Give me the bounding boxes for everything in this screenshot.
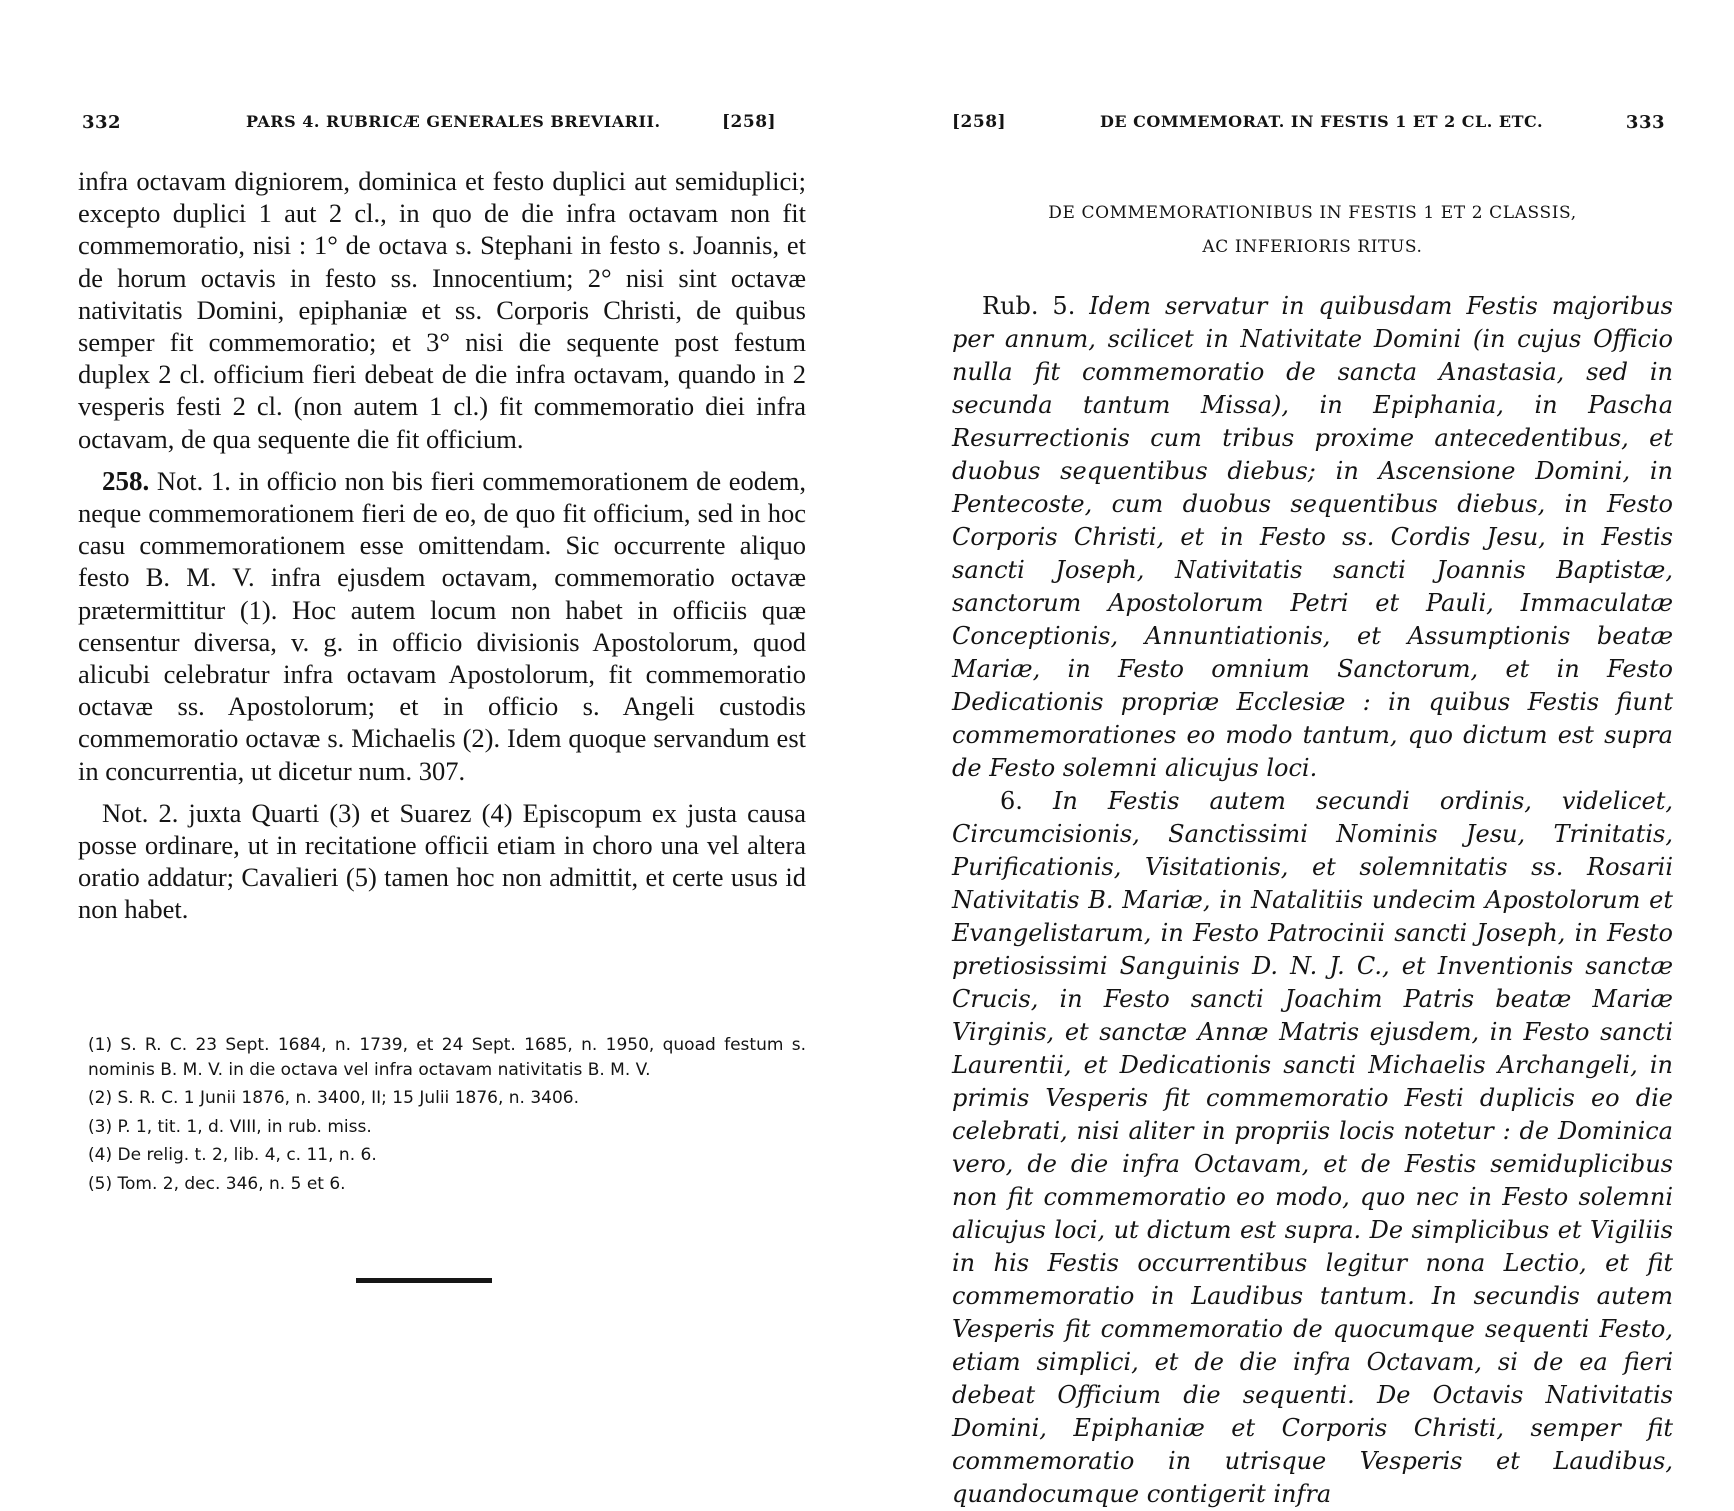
section-heading-line: DE COMMEMORATIONIBUS IN FESTIS 1 ET 2 CLASSIS, <box>1048 203 1577 223</box>
right-page-number: 333 <box>1625 112 1665 133</box>
left-section-ref: [258] <box>722 112 777 132</box>
footnote: (3) P. 1, tit. 1, d. VIII, in rub. miss. <box>88 1116 372 1137</box>
footnotes <box>88 1033 806 1200</box>
footnote: (2) S. R. C. 1 Junii 1876, n. 3400, II; 15 Julii 1876, n. 3406. <box>88 1088 580 1108</box>
paragraph <box>952 785 1673 1511</box>
paragraph <box>78 465 806 787</box>
paragraph-text: In Festis autem secundi ordinis, videlicet, Circumcisionis, Sanctissimi Nominis Jesu, Trinitatis, Purificationis, Visitationis, et solemnitatis ss. Rosarii Nativitatis B. Mariæ, in Natalitiis undecim Apostolorum et Evangelistarum, in Festo Patrocinii sancti Joseph, in Festo pretiosissimi Sanguinis D. N. J. C., et Inventionis sanctæ Crucis, in Festo sancti Joachim Patris beatæ Mariæ Virginis, et sanctæ Annæ Matris ejusdem, in Festo sancti Laurentii, et Dedicationis sancti Michaelis Archangeli, in primis Vesperis fit commemoratio Festi duplicis eo die celebrati, nisi aliter in propriis locis notetur : de Dominica vero, de die infra Octavam, et de Festis semiduplicibus non fit commemoratio eo modo, quo nec in Festo solemni alicujus loci, ut dictum est supra. De simplicibus et Vigiliis in his Festis occurrentibus legitur nona Lectio, et fit commemoratio in Laudibus tantum. In secundis autem Vesperis fit commemoratio de quocumque sequenti Festo, etiam simplici, et de die infra Octavam, si de ea fieri debeat Officium die sequenti. De Octavis Nativitatis Domini, Epiphaniæ et Corporis Christi, semper fit commemoratio in utrisque Vesperis et Laudibus, quandocumque contigerit infra <box>952 787 1673 1508</box>
section-heading-line: AC INFERIORIS RITUS. <box>1202 237 1423 257</box>
left-page-number: 332 <box>82 112 122 133</box>
left-running-head <box>78 106 806 136</box>
left-body-text <box>78 165 806 926</box>
paragraph-number: 258. <box>102 465 150 496</box>
paragraph-text: infra octavam digniorem, dominica et festo duplici aut semiduplici; excepto duplici 1 aut 2 cl., in quo de die infra octavam non fit commemoratio, nisi : 1° de octava s. Stephani in festo s. Joannis, et de horum octavis in festo ss. Innocentium; 2° nisi sint octavæ nativitatis Domini, epiphaniæ et ss. Corporis Christi, de quibus semper fit commemoratio; et 3° nisi die sequente post festum duplex 2 cl. officium fieri debeat de die infra octavam, quando in 2 vesperis festi 2 cl. (non autem 1 cl.) fit commemoratio diei infra octavam, de qua sequente die fit officium. <box>78 166 806 454</box>
left-running-title: PARS 4. RUBRICÆ GENERALES BREVIARII. <box>246 112 661 131</box>
right-section-ref: [258] <box>952 112 1007 132</box>
right-running-head <box>952 106 1673 136</box>
footnote: (4) De relig. t. 2, lib. 4, c. 11, n. 6. <box>88 1145 377 1165</box>
paragraph <box>78 165 806 455</box>
footnote: (1) S. R. C. 23 Sept. 1684, n. 1739, et 24 Sept. 1685, n. 1950, quoad festum s. nominis B. M. V. in die octava vel infra octavam nativitatis B. M. V. <box>88 1035 806 1080</box>
right-body-text <box>952 290 1673 1511</box>
paragraph-text: Not. 1. in officio non bis fieri commemorationem de eodem, neque commemorationem fieri de eo, de quo fit officium, sed in hoc casu commemorationem esse omittendam. Sic occurrente aliquo festo B. M. V. infra ejusdem octavam, commemoratio octavæ prætermittitur (1). Hoc autem locum non habet in officiis quæ censentur diversa, v. g. in officio divisionis Apostolorum, quod alicubi celebratur infra octavam Apostolorum, fit commemoratio octavæ ss. Apostolorum; et in officio s. Angeli custodis commemoratio octavæ s. Michaelis (2). Idem quoque servandum est in concurrentia, ut dicetur num. 307. <box>78 465 807 786</box>
rubric-label: 6. <box>1000 787 1053 815</box>
footnote: (5) Tom. 2, dec. 346, n. 5 et 6. <box>88 1173 346 1194</box>
paragraph-text: Idem servatur in quibusdam Festis majoribus per annum, scilicet in Nativitate Domini (in cujus Officio nulla fit commemoratio de sancta Anastasia, sed in secunda tantum Missa), in Epiphania, in Pascha Resurrectionis cum tribus proxime antecedentibus, et duobus sequentibus diebus; in Ascensione Domini, in Pentecoste, cum duobus sequentibus diebus, in Festo Corporis Christi, et in Festo ss. Cordis Jesu, in Festis sancti Joseph, Nativitatis sancti Joannis Baptistæ, sanctorum Apostolorum Petri et Pauli, Immaculatæ Conceptionis, Annuntiationis, et Assumptionis beatæ Mariæ, in Festo omnium Sanctorum, et in Festo Dedicationis propriæ Ecclesiæ : in quibus Festis fiunt commemorationes eo modo tantum, quo dictum est supra de Festo solemni alicujus loci. <box>952 292 1673 782</box>
section-heading <box>952 196 1673 264</box>
paragraph <box>78 797 806 926</box>
paragraph <box>952 290 1673 785</box>
right-running-title: DE COMMEMORAT. IN FESTIS 1 ET 2 CL. ETC. <box>1100 112 1544 131</box>
end-rule-divider <box>356 1278 492 1283</box>
rubric-label: Rub. 5. <box>982 292 1090 320</box>
paragraph-text: Not. 2. juxta Quarti (3) et Suarez (4) Episcopum ex justa causa posse ordinare, ut in recitatione officii etiam in choro una vel altera oratio addatur; Cavalieri (5) tamen hoc non admittit, et certe usus id non habet. <box>78 797 806 925</box>
